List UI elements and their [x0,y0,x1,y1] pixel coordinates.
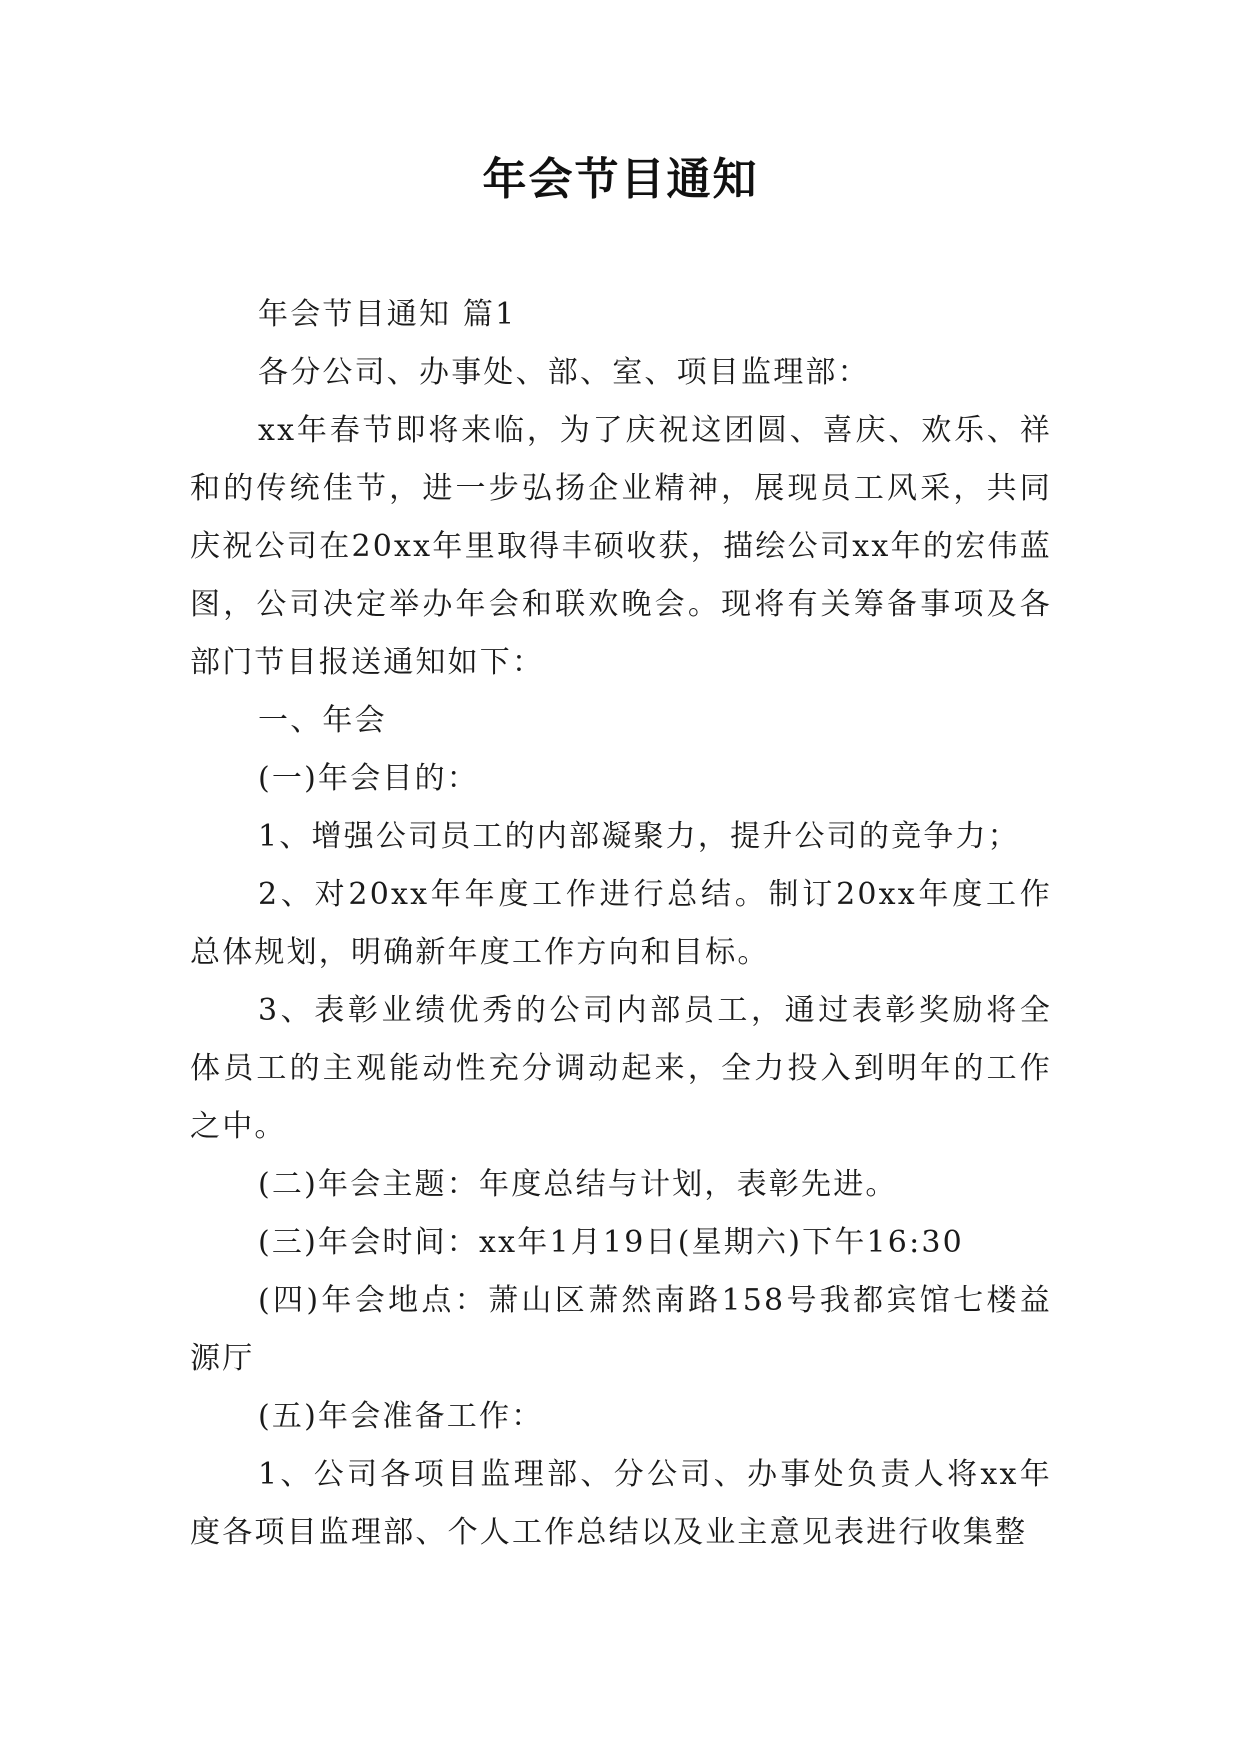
meeting-location: (四)年会地点：萧山区萧然南路158号我都宾馆七楼益源厅 [190,1283,1052,1376]
document-title: 年会节目通知 [482,154,759,205]
meeting-theme: (二)年会主题：年度总结与计划，表彰先进。 [258,1167,898,1202]
purpose-item-1: 1、增强公司员工的内部凝聚力，提升公司的竞争力； [258,819,1020,854]
meeting-time: (三)年会时间：xx年1月19日(星期六)下午16:30 [258,1225,964,1260]
salutation: 各分公司、办事处、部、室、项目监理部： [258,355,870,390]
subheading-preparation: (五)年会准备工作： [258,1399,544,1434]
intro-paragraph: xx年春节即将来临，为了庆祝这团圆、喜庆、欢乐、祥和的传统佳节，进一步弘扬企业精神，展现员工风采，共同庆祝公司在20xx年里取得丰硕收获，描绘公司xx年的宏伟蓝图，公司决定举办年会和联欢晚会。现将有关筹备事项及各部门节目报送通知如下： [190,413,1052,680]
purpose-item-3: 3、表彰业绩优秀的公司内部员工，通过表彰奖励将全体员工的主观能动性充分调动起来，全力投入到明年的工作之中。 [190,993,1052,1144]
purpose-item-2: 2、对20xx年年度工作进行总结。制订20xx年度工作总体规划，明确新年度工作方向和目标。 [190,877,1052,970]
subheading-purpose: (一)年会目的： [258,761,480,796]
document-body [190,286,1052,1562]
section-heading: 年会节目通知 篇1 [258,297,517,332]
preparation-item-1: 1、公司各项目监理部、分公司、办事处负责人将xx年度各项目监理部、个人工作总结以及业主意见表进行收集整 [190,1457,1052,1550]
heading-annual-meeting: 一、年会 [258,703,387,738]
